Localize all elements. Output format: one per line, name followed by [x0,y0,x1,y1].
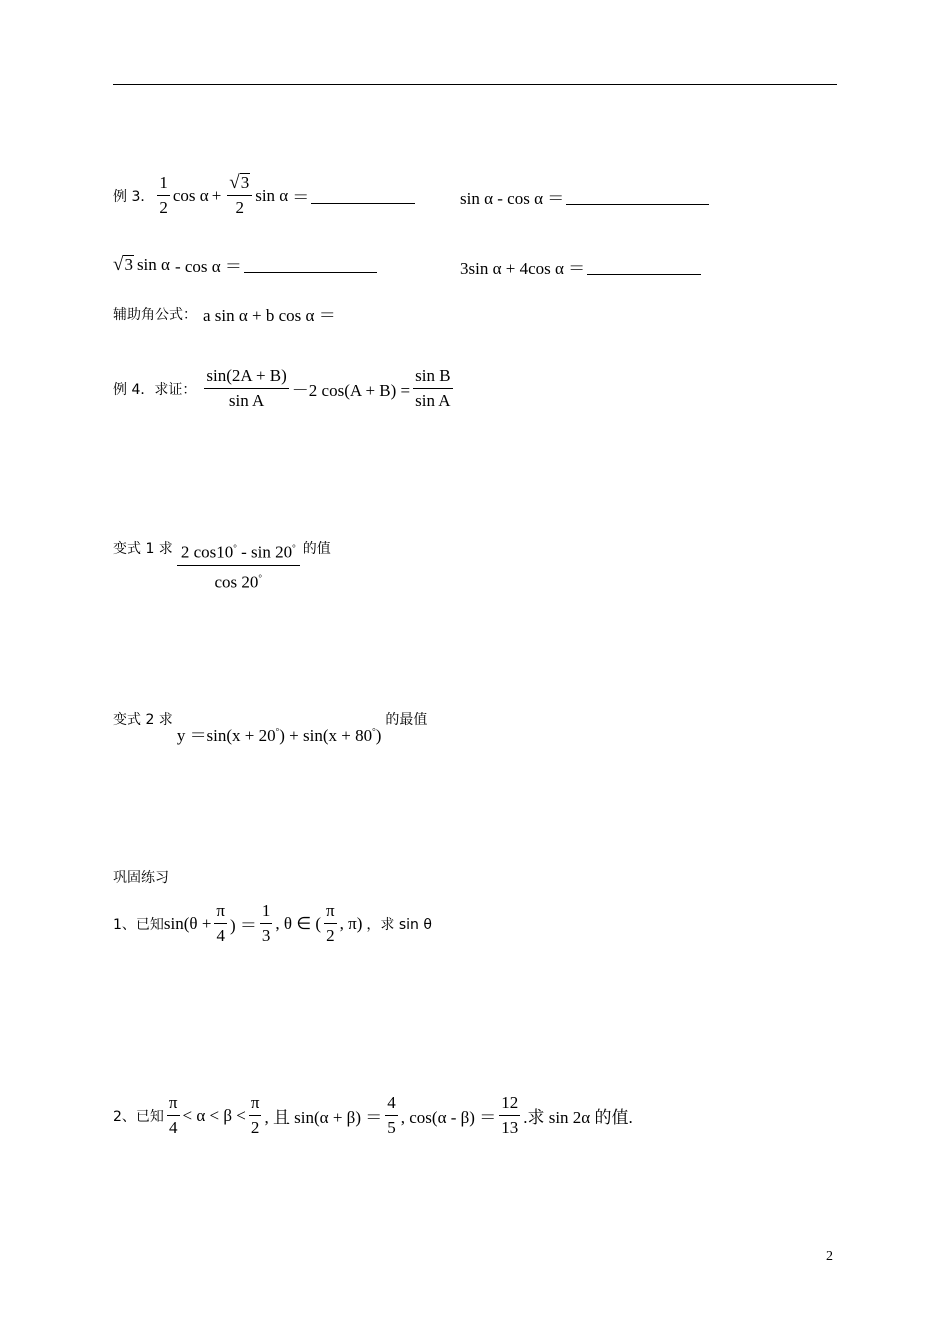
sqrt-3: √ 3 [229,172,250,193]
fraction-variant-1: $\frac{2 \cos 10^\circ - \sin 20^\circ}{\cos 20^\circ}$ [177,537,300,593]
fraction-root3-over-2: √ 3 2 [227,172,252,219]
equals-sign: ＝ [292,188,310,207]
variant-2-expr: y ＝sin(x + 20°) + sin(x + 80°) [176,726,382,745]
answer-blank [244,256,377,273]
minus-cos-expr: - cos α ＝ [174,257,242,276]
fraction-pi-over-4: $\frac{\pi}{4}$ [168,1093,178,1137]
variant-2-label: 变式 2 求 [113,712,173,728]
variant-1-suffix: 的值 [302,541,331,557]
fraction-four-fifths: $\frac{4}{5}$ [387,1093,396,1137]
cos-alpha: cos α [172,185,209,205]
practice-title: 巩固练习 [113,870,169,886]
aux-label: 辅助角公式： [113,306,197,323]
example-4-label: 例 4．求证： [113,381,197,398]
example-3-row-1-right [460,184,709,209]
answer-blank [587,258,701,275]
answer-blank [566,188,709,205]
three-sin-four-cos-expr: 3sin α + 4cos α ＝ [460,259,586,278]
fraction-pi-over-2: $\frac{\pi}{2}$ [326,901,335,945]
sqrt-3: √ 3 [113,253,133,275]
example-4 [113,365,456,412]
page-number: 2 [826,1249,833,1264]
example-3-row-1 [113,172,415,219]
header-rule [113,84,837,85]
answer-blank [311,187,415,204]
variant-1-label: 变式 1 求 [113,541,173,557]
variant-1 [113,537,331,593]
practice-2-label: 2、已知 [113,1108,164,1125]
fraction-pi-over-4: $\frac{\pi}{4}$ [216,901,225,945]
sin-alpha: sin α [255,185,289,205]
sin-minus-cos-expr: sin α - cos α ＝ [460,189,565,208]
practice-2: 2、已知 $\frac{\pi}{4}$ < α < β < $\frac{\pi}{2}$ , 且 sin(α + β) ＝ $\frac{4}{5}$ , cos(α - β) ＝ $\frac{12}{13}$ .求 sin 2α 的值. [113,1093,633,1137]
fraction-one-third: $\frac{1}{3}$ [261,901,271,945]
middle-expr: －2 cos(A + B) = [291,381,411,400]
aux-expr: a sin α + b cos α ＝ [203,306,336,325]
fraction-sin2ab-over-sina: $\frac{\sin(2A + B)}{\text{sin A}}$ [206,366,287,410]
fraction-one-half: $\frac{1}{2}$ [159,173,168,217]
fraction-sinb-over-sina: $\frac{\text{sin B}}{\text{sin A}}$ [415,366,451,410]
plus-sign: + [211,185,222,205]
example-3-label: 例 3． [113,188,155,205]
variant-2-suffix: 的最值 [385,712,428,728]
example-3-row-2: √ 3 sin α - cos α ＝ [113,252,377,277]
fraction-12-over-13: $\frac{12}{13}$ [501,1093,519,1137]
practice-1-label: 1、已知 [113,916,164,933]
fraction-pi-over-2: $\frac{\pi}{2}$ [250,1093,260,1137]
auxiliary-angle-formula [113,301,336,326]
practice-1: 1、已知 sin(θ + $\frac{\pi}{4}$ ) ＝ $\frac{1}{3}$ , θ ∈ ( $\frac{\pi}{2}$ , π) ，求 sin θ [113,901,432,945]
example-3-row-2-right [460,254,701,279]
variant-2 [113,709,427,746]
